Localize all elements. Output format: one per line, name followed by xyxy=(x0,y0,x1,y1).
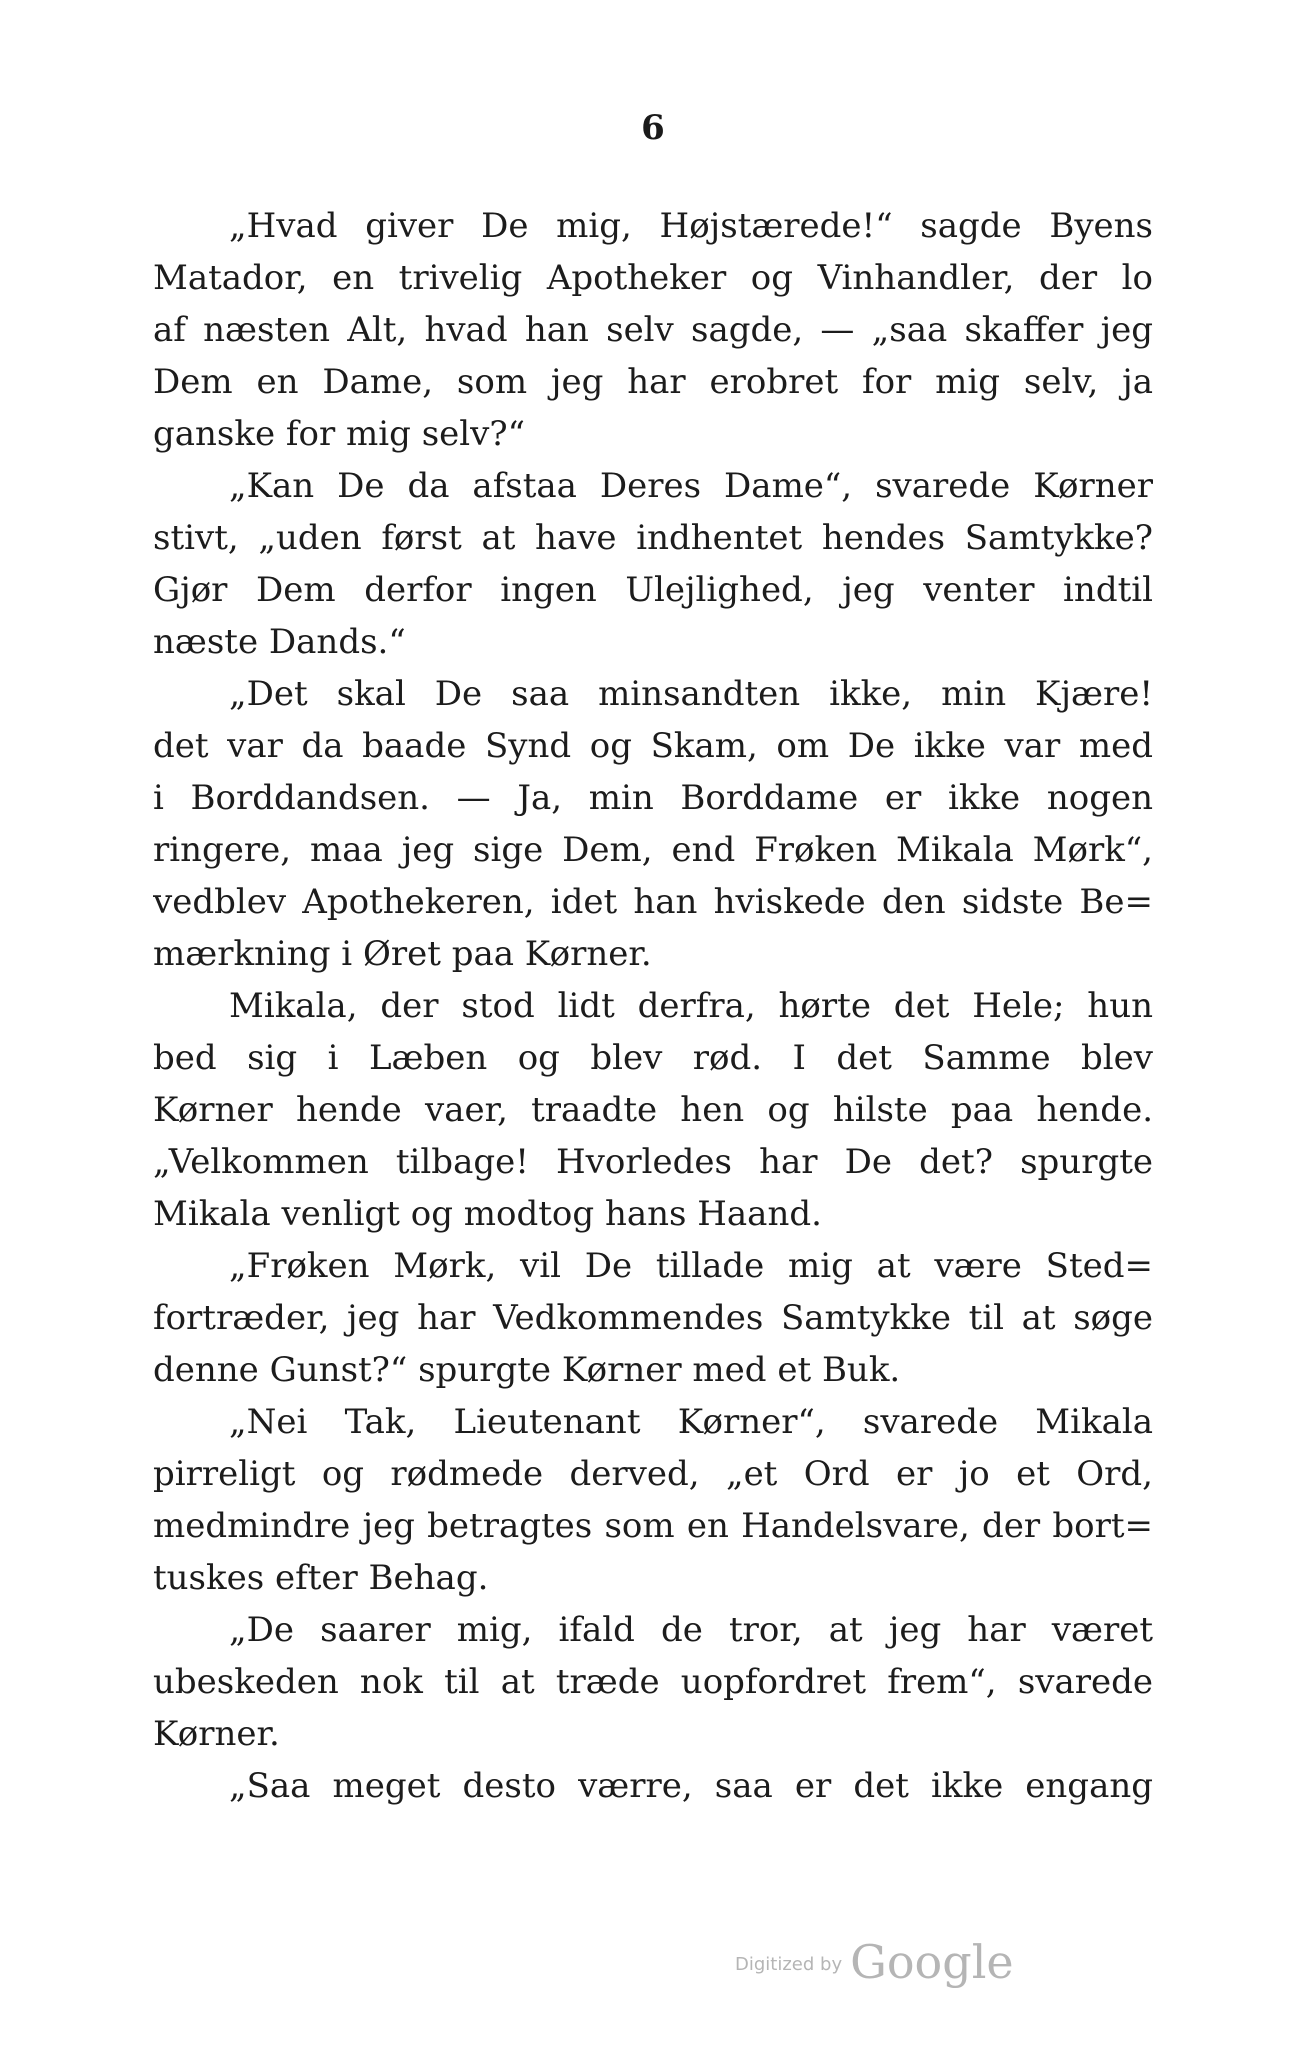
text-line: „Kan De da afstaa Deres Dame“, svarede Kørner xyxy=(229,466,1153,506)
text-line: stivt, „uden først at have indhentet hendes Samtykke? xyxy=(153,518,1153,558)
text-line: i Borddandsen. — Ja, min Borddame er ikke nogen xyxy=(153,778,1153,818)
text-line: Matador, en trivelig Apotheker og Vinhandler, der lo xyxy=(153,258,1153,298)
text-line: det var da baade Synd og Skam, om De ikke var med xyxy=(153,726,1153,766)
text-line: mærkning i Øret paa Kørner. xyxy=(153,934,652,974)
google-logo: Google xyxy=(850,1935,1014,1989)
text-line: medmindre jeg betragtes som en Handelsvare, der bort= xyxy=(153,1506,1153,1546)
text-line: denne Gunst?“ spurgte Kørner med et Buk. xyxy=(153,1350,901,1390)
text-line: „Saa meget desto værre, saa er det ikke engang xyxy=(229,1766,1153,1806)
text-line: tuskes efter Behag. xyxy=(153,1558,489,1598)
text-line: „Frøken Mørk, vil De tillade mig at være Sted= xyxy=(229,1246,1153,1286)
page-number: 6 xyxy=(641,108,665,148)
body-text xyxy=(153,200,1153,1812)
text-line: „Det skal De saa minsandten ikke, min Kjære! xyxy=(229,674,1153,714)
text-line: vedblev Apothekeren, idet han hviskede den sidste Be= xyxy=(153,882,1153,922)
text-line: pirreligt og rødmede derved, „et Ord er jo et Ord, xyxy=(153,1454,1153,1494)
text-line: Mikala venligt og modtog hans Haand. xyxy=(153,1194,822,1234)
text-line: ganske for mig selv?“ xyxy=(153,414,525,454)
text-line: fortræder, jeg har Vedkommendes Samtykke til at søge xyxy=(153,1298,1153,1338)
text-line: næste Dands.“ xyxy=(153,622,406,662)
text-line: bed sig i Læben og blev rød. I det Samme blev xyxy=(153,1038,1153,1078)
text-line: Dem en Dame, som jeg har erobret for mig selv, ja xyxy=(153,362,1153,402)
digitized-by-watermark xyxy=(735,1925,1035,1989)
text-line: „Velkommen tilbage! Hvorledes har De det? spurgte xyxy=(153,1142,1153,1182)
text-line: af næsten Alt, hvad han selv sagde, — „saa skaffer jeg xyxy=(153,310,1153,350)
text-line: Kørner hende vaer, traadte hen og hilste paa hende. xyxy=(153,1090,1153,1130)
text-line: ubeskeden nok til at træde uopfordret frem“, svarede xyxy=(153,1662,1153,1702)
watermark-prefix: Digitized by xyxy=(735,1954,843,1975)
text-line: „De saarer mig, ifald de tror, at jeg har været xyxy=(229,1610,1153,1650)
text-line: Gjør Dem derfor ingen Ulejlighed, jeg venter indtil xyxy=(153,570,1153,610)
text-line: Kørner. xyxy=(153,1714,280,1754)
text-line: „Hvad giver De mig, Højstærede!“ sagde Byens xyxy=(229,206,1153,246)
text-line: „Nei Tak, Lieutenant Kørner“, svarede Mikala xyxy=(229,1402,1153,1442)
text-line: Mikala, der stod lidt derfra, hørte det Hele; hun xyxy=(229,986,1153,1026)
text-line: ringere, maa jeg sige Dem, end Frøken Mikala Mørk“, xyxy=(153,830,1153,870)
